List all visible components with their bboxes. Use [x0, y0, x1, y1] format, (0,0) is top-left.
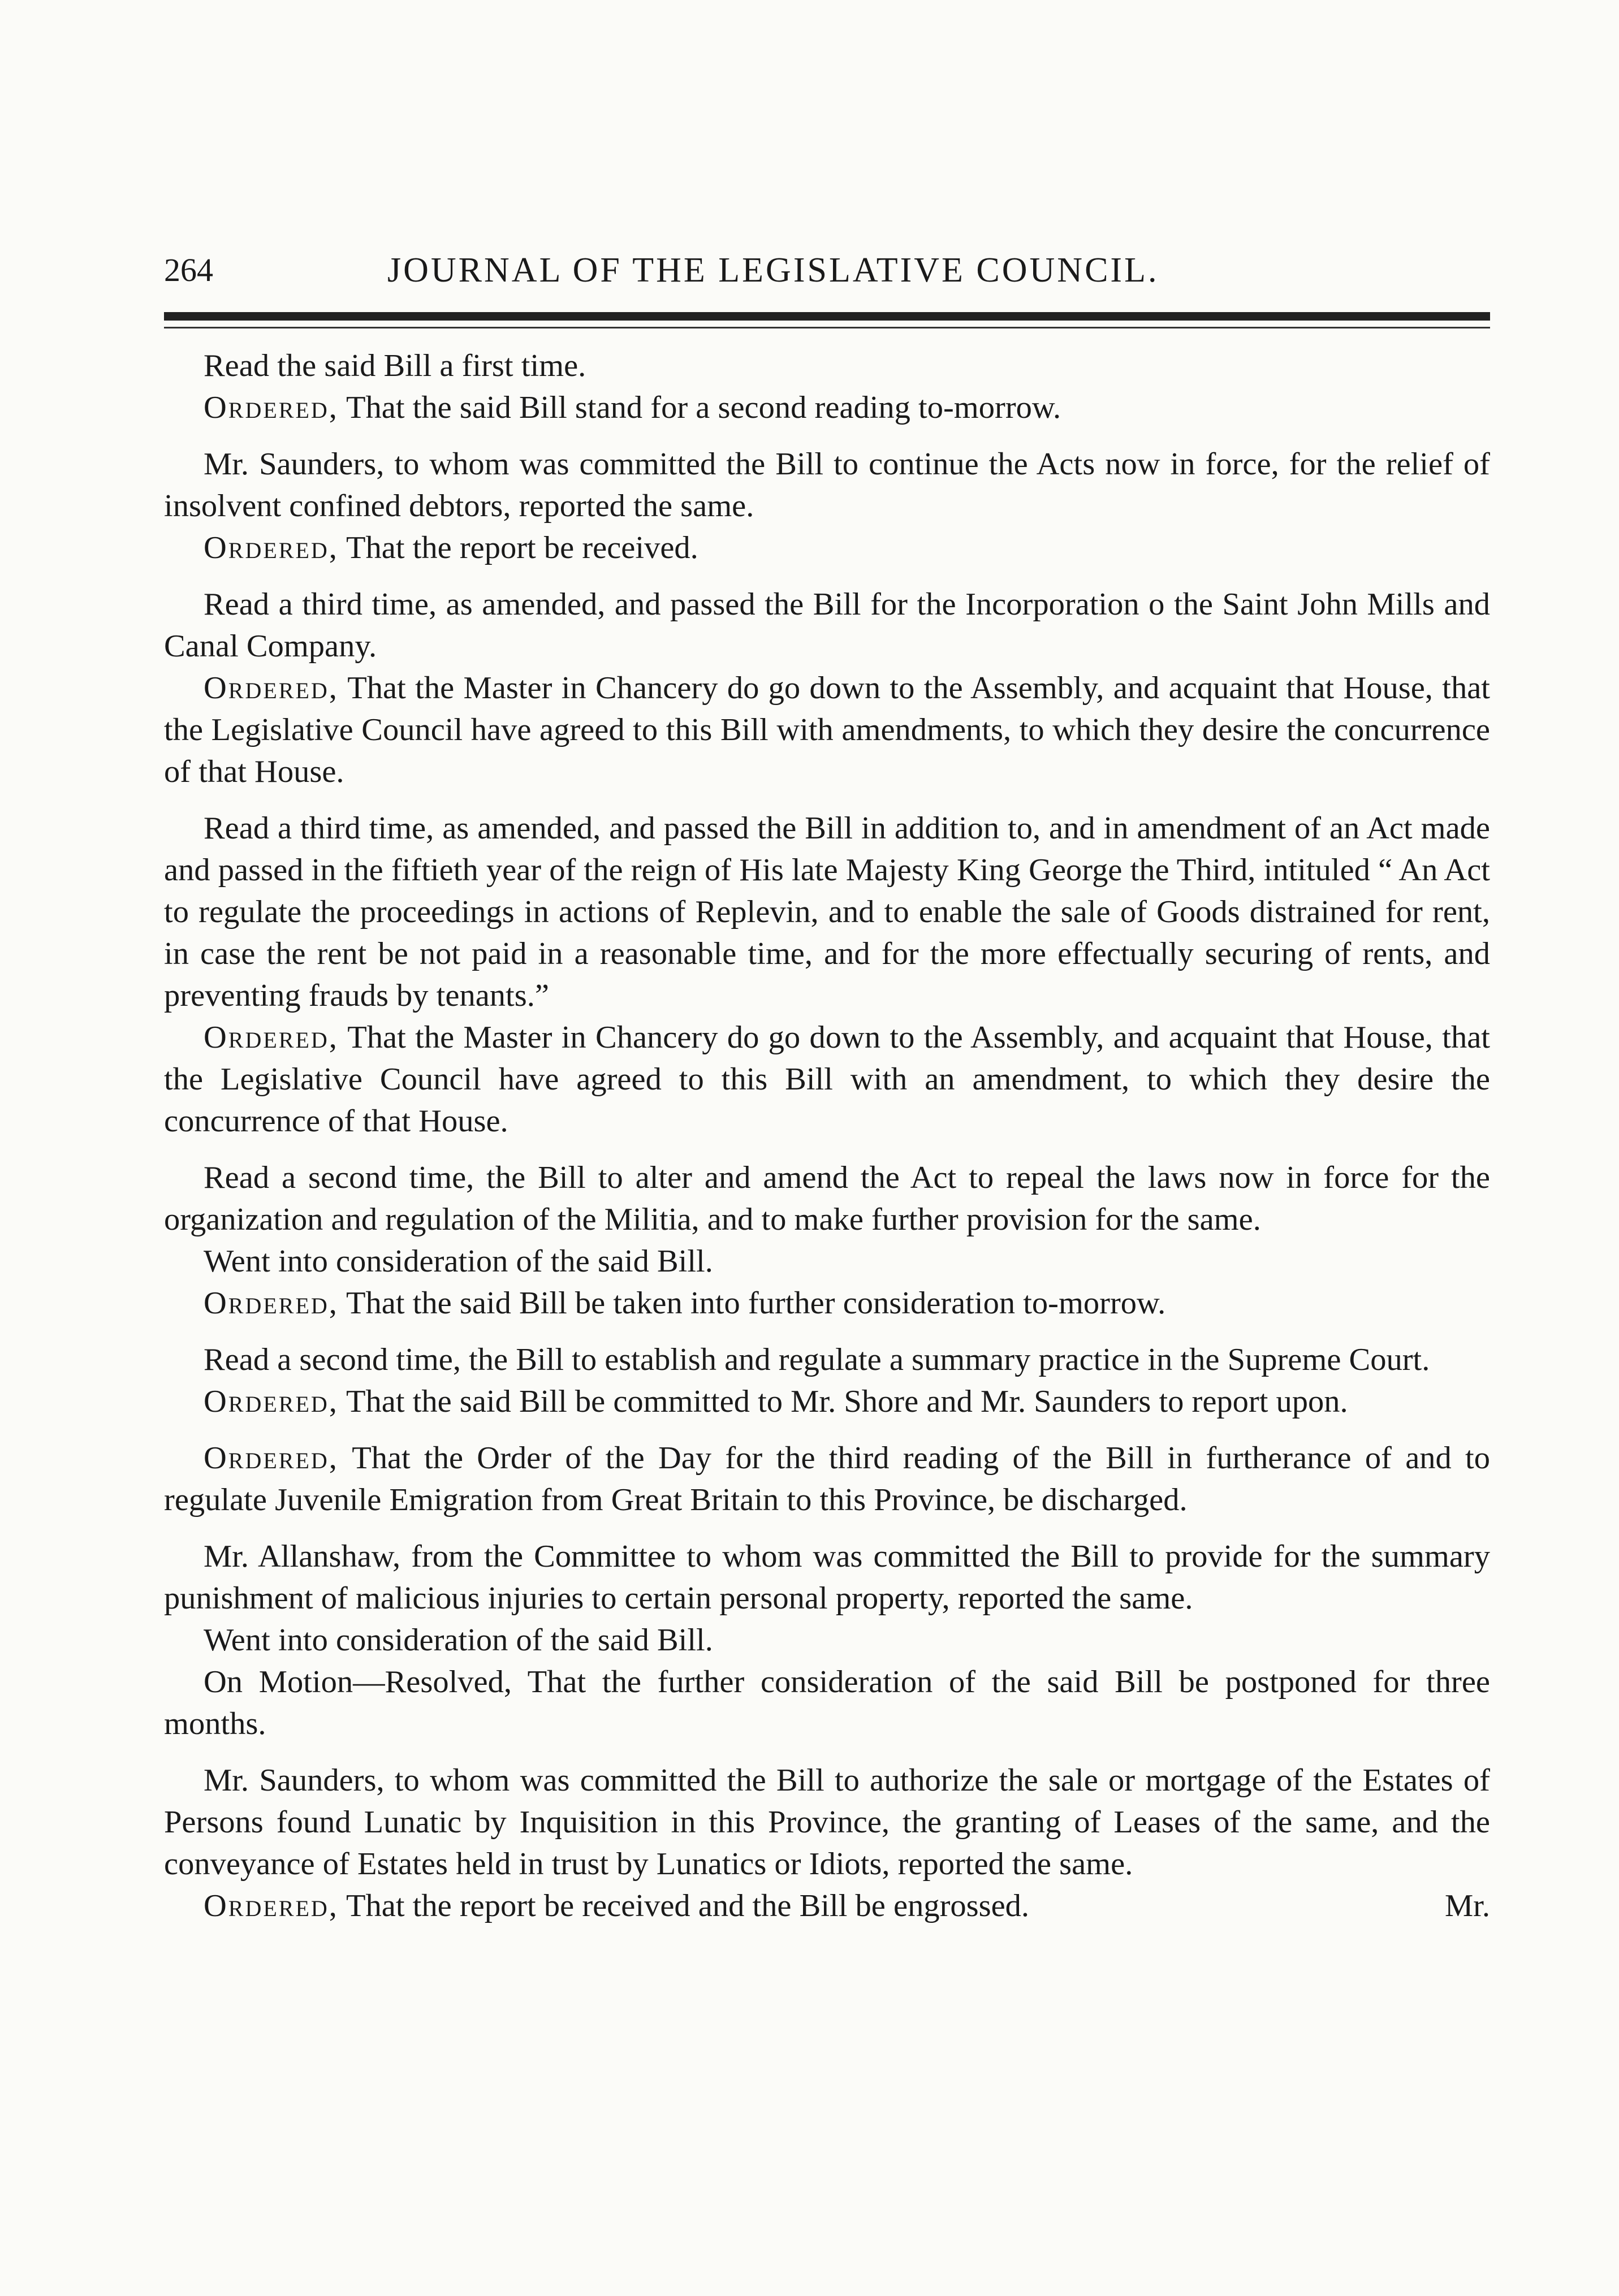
entry-paragraph	[164, 1885, 1490, 1927]
entry-text: Read a third time, as amended, and passed the Bill for the Incorporation o the Saint John Mills and Canal Company.	[164, 587, 1490, 664]
entry-lead: Ordered,	[204, 671, 339, 706]
entry-paragraph	[164, 807, 1490, 1017]
page-number: 264	[164, 252, 213, 288]
entry-text: That the report be received.	[338, 530, 698, 565]
entry-text: Mr. Allanshaw, from the Committee to whom was committed the Bill to provide for the summary punishment of malicious injuries to certain personal property, reported the same.	[164, 1539, 1490, 1616]
running-title: JOURNAL OF THE LEGISLATIVE COUNCIL.	[387, 251, 1159, 289]
entry-text: That the Order of the Day for the third reading of the Bill in furtherance of and to regulate Juvenile Emigration from Great Britain to this Province, be discharged.	[164, 1441, 1490, 1517]
entry-text: That the said Bill be taken into further consideration to-morrow.	[338, 1286, 1166, 1321]
catchword: Mr.	[1444, 1888, 1490, 1923]
entry-paragraph	[164, 345, 1490, 387]
entry-text: That the said Bill stand for a second reading to-morrow.	[338, 390, 1061, 425]
entry-text: That the Master in Chancery do go down to the Assembly, and acquaint that House, that the Legislative Council have agreed to this Bill with an amendment, to which they desire the concurrence of that House.	[164, 1020, 1490, 1139]
entry-text: Read a second time, the Bill to establish and regulate a summary practice in the Supreme Court.	[204, 1342, 1430, 1377]
header-rule-thick	[164, 312, 1490, 321]
entry-text: Read a second time, the Bill to alter and amend the Act to repeal the laws now in force for the organization and regulation of the Militia, and to make further provision for the same.	[164, 1160, 1490, 1237]
entry-paragraph	[164, 583, 1490, 667]
entry-lead: Ordered,	[204, 530, 339, 565]
page-header	[164, 248, 1490, 293]
entry-text: That the said Bill be committed to Mr. Shore and Mr. Saunders to report upon.	[338, 1384, 1348, 1419]
entry-text: Read the said Bill a first time.	[204, 348, 586, 383]
entry-lead: Ordered,	[204, 1020, 339, 1055]
entry-text: Mr. Saunders, to whom was committed the Bill to continue the Acts now in force, for the relief of insolvent confined debtors, reported the same.	[164, 447, 1490, 524]
entry-lead: Ordered,	[204, 1384, 339, 1419]
entry-lead: Ordered,	[204, 1888, 339, 1923]
entry-paragraph	[164, 443, 1490, 527]
entry-text: Went into consideration of the said Bill.	[204, 1623, 713, 1658]
entry-paragraph	[164, 1381, 1490, 1422]
entry-paragraph	[164, 527, 1490, 569]
entry-paragraph	[164, 1536, 1490, 1619]
entry-paragraph	[164, 1661, 1490, 1745]
entry-lead: Ordered,	[204, 1286, 339, 1321]
journal-body	[164, 345, 1490, 1927]
entry-lead: Ordered,	[204, 390, 339, 425]
entry-paragraph	[164, 1619, 1490, 1661]
entry-paragraph	[164, 1240, 1490, 1282]
header-rule-thin	[164, 327, 1490, 328]
entry-paragraph	[164, 1437, 1490, 1521]
entry-lead: Ordered,	[204, 1441, 339, 1476]
entry-text: On Motion—Resolved, That the further consideration of the said Bill be postponed for three months.	[164, 1664, 1490, 1741]
entry-text: Went into consideration of the said Bill.	[204, 1244, 713, 1279]
entry-paragraph	[164, 1017, 1490, 1142]
entry-paragraph	[164, 1759, 1490, 1885]
entry-paragraph	[164, 1157, 1490, 1240]
entry-text: That the Master in Chancery do go down to the Assembly, and acquaint that House, that the Legislative Council have agreed to this Bill with amendments, to which they desire the concurrence of that House.	[164, 671, 1490, 789]
entry-text: Read a third time, as amended, and passed the Bill in addition to, and in amendment of an Act made and passed in the fiftieth year of the reign of His late Majesty King George the Third, intituled “ An Act to regulate the proceedings in actions of Replevin, and to enable the sale of Goods distrained for rent, in case the rent be not paid in a reasonable time, and for the more effectually securing of rents, and preventing frauds by tenants.”	[164, 811, 1490, 1013]
entry-paragraph	[164, 1282, 1490, 1324]
entry-text: That the report be received and the Bill be engrossed.	[338, 1888, 1030, 1923]
entry-paragraph	[164, 387, 1490, 429]
entry-paragraph	[164, 667, 1490, 793]
entry-text: Mr. Saunders, to whom was committed the Bill to authorize the sale or mortgage of the Estates of Persons found Lunatic by Inquisition in this Province, the granting of Leases of the same, and the conveyance of Estates held in trust by Lunatics or Idiots, reported the same.	[164, 1763, 1490, 1882]
entry-paragraph	[164, 1339, 1490, 1381]
